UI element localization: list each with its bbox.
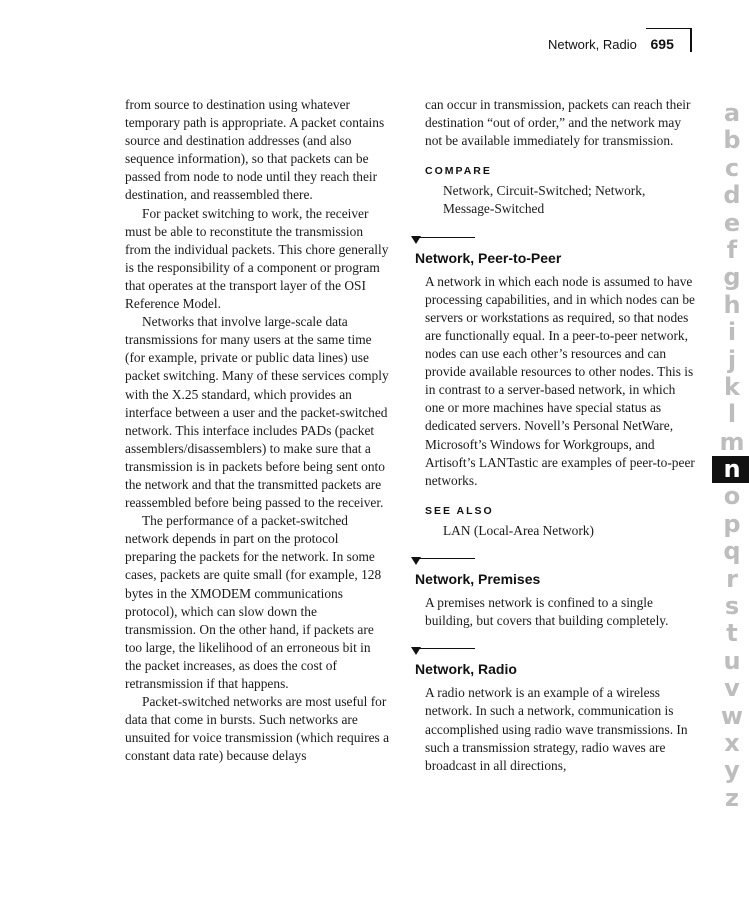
entry-title: Network, Radio [415, 661, 517, 678]
left-column [125, 96, 390, 765]
thumb-letter-o[interactable]: o [723, 482, 741, 511]
thumb-letter-r[interactable]: r [726, 564, 738, 593]
thumb-letter-p[interactable]: p [723, 509, 741, 538]
thumb-letter-c[interactable]: c [724, 153, 740, 182]
entry-title: Network, Peer-to-Peer [415, 249, 562, 266]
thumb-letter-v[interactable]: v [724, 674, 740, 703]
thumb-letter-k[interactable]: k [724, 372, 740, 401]
thumb-letter-g[interactable]: g [723, 263, 741, 292]
thumb-letter-b[interactable]: b [723, 126, 741, 155]
thumb-letter-t[interactable]: t [726, 619, 738, 648]
entry-radio [415, 648, 695, 775]
thumb-letter-l[interactable]: l [727, 400, 737, 429]
thumb-letter-z[interactable]: z [725, 783, 739, 812]
left-paragraph-5: Packet-switched networks are most useful for data that come in bursts. Such networks are unsuited for voice transmission (which requires a constant data rate) because delays [125, 694, 390, 764]
compare-reference[interactable]: Network, Circuit-Switched; Network, Message-Switched [443, 183, 646, 217]
right-column [415, 96, 695, 775]
see-also-reference[interactable]: LAN (Local-Area Network) [443, 522, 594, 538]
see-also-block [415, 502, 695, 540]
thumb-letter-u[interactable]: u [723, 646, 741, 675]
entry-marker [415, 648, 477, 658]
header-rule-vertical [690, 28, 692, 52]
thumb-letter-d[interactable]: d [723, 181, 741, 210]
running-header [548, 36, 674, 52]
left-paragraph-4: The performance of a packet-switched network depends in part on the protocol preparing the packets for the network. In some cases, packets are quite small (for example, 128 bytes in the XMODEM communications protocol), which can slow down the transmission. On the other hand, if packets are too large, the likelihood of an erroneous bit in the packet increases, as does the cost of retransmission if that happens. [125, 513, 382, 691]
compare-label: COMPARE [425, 165, 492, 178]
entry-peer-to-peer [415, 237, 695, 540]
thumb-letter-a[interactable]: a [723, 99, 741, 127]
entry-body: A radio network is an example of a wireless network. In such a network, communication is accomplished using radio wave transmissions. In such a transmission strategy, radio waves are broadcast in all directions, [425, 685, 688, 773]
continuation-paragraph: can occur in transmission, packets can reach their destination “out of order,” and the network may not be available immediately for transmission. [425, 97, 691, 149]
see-also-label: SEE ALSO [425, 504, 494, 517]
thumb-letter-e[interactable]: e [723, 208, 741, 237]
thumb-letter-w[interactable]: w [720, 701, 744, 730]
entry-marker [415, 558, 477, 568]
entry-title: Network, Premises [415, 570, 541, 587]
thumb-letter-q[interactable]: q [723, 537, 741, 566]
left-paragraph-2: For packet switching to work, the receiver must be able to reconstitute the transmission from the individual packets. This chore generally is the responsibility of a component or program that operates at the transport layer of the OSI Reference Model. [125, 205, 389, 312]
entry-body: A premises network is confined to a single building, but covers that building completely. [425, 595, 669, 629]
thumb-letter-x[interactable]: x [724, 728, 740, 757]
left-paragraph-1: from source to destination using whatever temporary path is appropriate. A packet contains source and destination addresses (and also sequence information), so that packets can be passed from node to node until they reach their destination, and reassembled there. [125, 97, 385, 203]
alphabet-thumb-index [712, 100, 749, 812]
left-paragraph-3: Networks that involve large-scale data transmissions for many users at the same time (for example, private or public data lines) use packet switching. Many of these services comply with the X.25 standard, which provides an interface between a user and the packet-switched network. This interface includes PADs (packet assemblers/disassemblers) to make sure that a transmission is in packets before being sent onto the network and that the transmitted packets are reassembled before being passed to the receiver. [125, 314, 389, 511]
running-title: Network, Radio [548, 37, 637, 52]
page-number: 695 [650, 36, 674, 52]
entry-body: A network in which each node is assumed to have processing capabilities, and in which nodes can be servers or workstations as required, so that nodes are functionally equal. In a peer-to-peer network, nodes can use each other’s resources and can provide available resources to other nodes. This is in contrast to a server-based network, in which one or more machines have special status as dedicated servers. Novell’s Personal NetWare, Microsoft’s Windows for Workgroups, and Artisoft’s LANTastic are examples of peer-to-peer networks. [425, 273, 695, 488]
thumb-letter-s[interactable]: s [724, 592, 740, 621]
header-rule-horizontal [646, 28, 692, 29]
thumb-letter-y[interactable]: y [724, 756, 740, 785]
thumb-letter-f[interactable]: f [726, 235, 738, 264]
compare-block [415, 162, 695, 218]
thumb-letter-h[interactable]: h [723, 290, 741, 319]
thumb-letter-m[interactable]: m [719, 427, 745, 456]
thumb-letter-i[interactable]: i [727, 318, 737, 347]
thumb-letter-n[interactable]: n [712, 456, 749, 483]
entry-marker [415, 237, 477, 247]
entry-premises [415, 558, 695, 630]
thumb-letter-j[interactable]: j [727, 345, 737, 374]
